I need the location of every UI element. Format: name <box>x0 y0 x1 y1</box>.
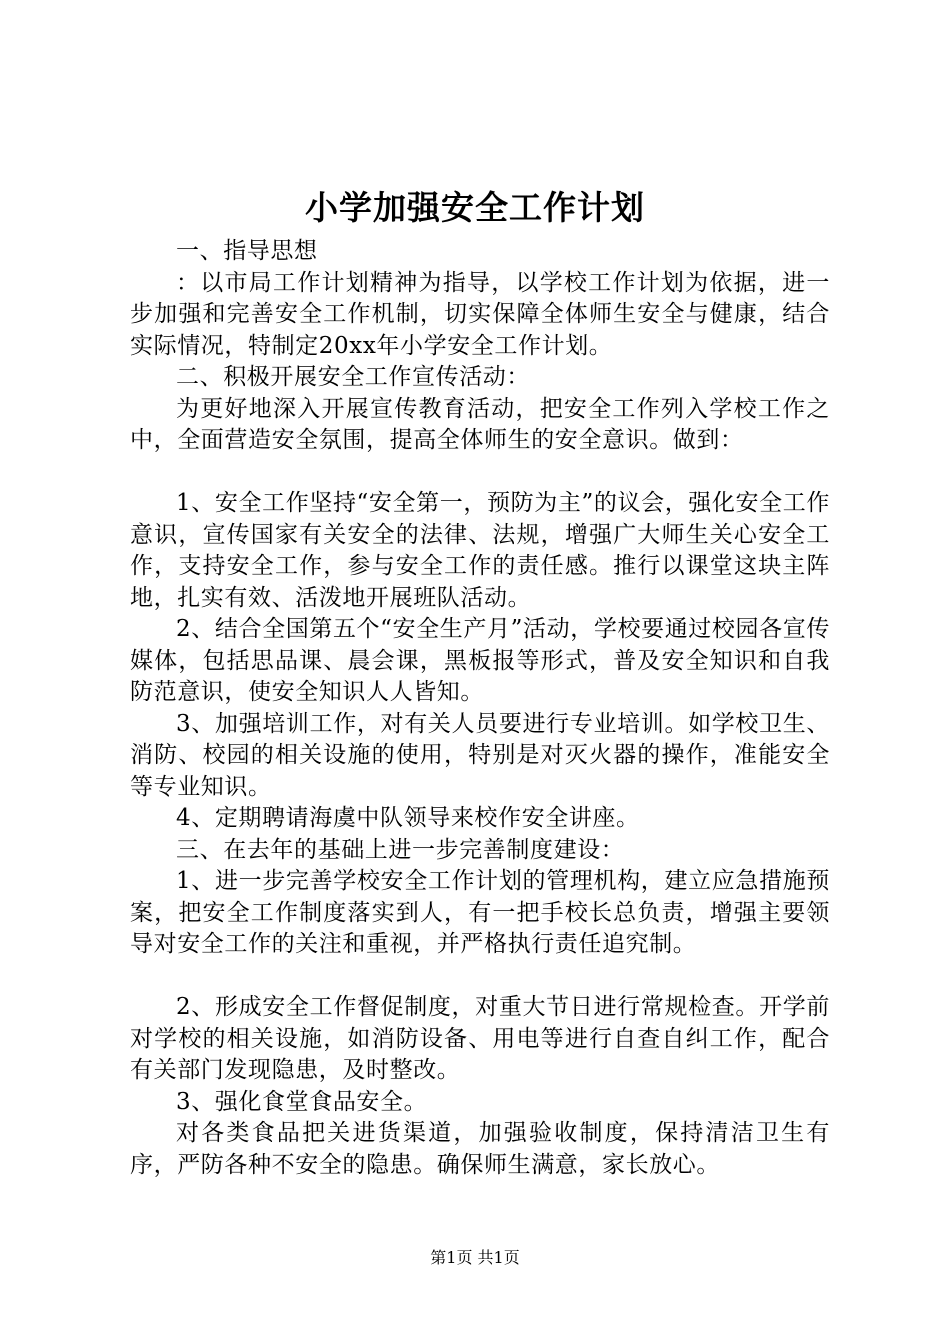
section-heading-system-building: 三、在去年的基础上进一步完善制度建设： <box>176 836 625 863</box>
list-item-system-2: 2、形成安全工作督促制度，对重大节日进行常规检查。开学前对学校的相关设施，如消防设备、用电等进行自查自纠工作，配合有关部门发现隐患，及时整改。 <box>130 994 830 1083</box>
document-title: 小学加强安全工作计划 <box>305 188 645 227</box>
list-item-publicity-1: 1、安全工作坚持“安全第一，预防为主”的议会，强化安全工作意识，宣传国家有关安全的法律、法规，增强广大师生关心安全工作，支持安全工作，参与安全工作的责任感。推行以课堂这块主阵地，扎实有效、活泼地开展班队活动。 <box>130 490 830 611</box>
paragraph-publicity-intro: 为更好地深入开展宣传教育活动，把安全工作列入学校工作之中，全面营造安全氛围，提高全体师生的安全意识。做到： <box>130 395 830 453</box>
list-item-publicity-2: 2、结合全国第五个“安全生产月”活动，学校要通过校园各宣传媒体，包括思品课、晨会课，黑板报等形式，普及安全知识和自我防范意识，使安全知识人人皆知。 <box>130 616 830 705</box>
list-item-system-1: 1、进一步完善学校安全工作计划的管理机构，建立应急措施预案，把安全工作制度落实到人，有一把手校长总负责，增强主要领导对安全工作的关注和重视，并严格执行责任追究制。 <box>130 868 830 957</box>
list-item-publicity-3: 3、加强培训工作，对有关人员要进行专业培训。如学校卫生、消防、校园的相关设施的使用，特别是对灭火器的操作，准能安全等专业知识。 <box>130 710 830 800</box>
paragraph-food-safety: 对各类食品把关进货渠道，加强验收制度，保持清洁卫生有序，严防各种不安全的隐患。确保师生满意，家长放心。 <box>130 1120 830 1178</box>
list-item-system-3: 3、强化食堂食品安全。 <box>176 1088 428 1115</box>
page-number-footer: 第1页 共1页 <box>430 1248 520 1267</box>
section-heading-publicity: 二、积极开展安全工作宣传活动： <box>176 364 530 390</box>
list-item-publicity-4: 4、定期聘请海虞中队领导来校作安全讲座。 <box>176 805 640 831</box>
paragraph-guiding-ideology: ：以市局工作计划精神为指导，以学校工作计划为依据，进一步加强和完善安全工作机制，切实保障全体师生安全与健康，结合实际情况，特制定20xx年小学安全工作计划。 <box>130 269 830 359</box>
section-heading-guiding-ideology: 一、指导思想 <box>176 238 318 264</box>
document-body <box>130 236 830 1181</box>
